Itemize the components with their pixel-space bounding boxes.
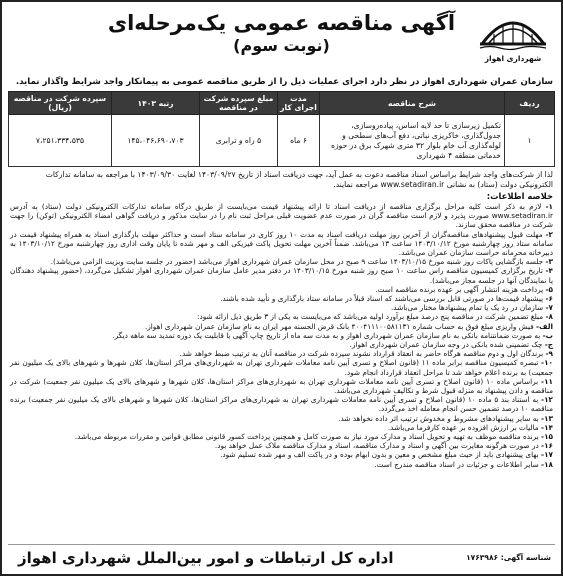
cell-estimate: ۷،۲۵۱،۳۳۴،۵۳۵ bbox=[9, 115, 112, 167]
footer bbox=[8, 544, 555, 570]
clause-item: ۳- جلسه بازگشایی پاکات روز شنبه مورخ ۱۴۰۳/۱۰/۱۵ ساعت ۹ صبح در محل سازمان عمران شهرداری اهواز می‌باشد (حضور در جلسه سایت وبزیت الزامی می‌باشد). bbox=[50, 257, 553, 267]
cell-guarantee: ۵ راه و ترابری bbox=[200, 115, 278, 167]
col-duration: مدت اجرای کار bbox=[278, 92, 320, 115]
summary-title: خلاصه اطلاعات: bbox=[486, 191, 553, 201]
clause-item: ۴- تاریخ برگزاری کمیسیون مناقصه راس ساعت ۱۰ صبح روز شنبه مورخ ۱۴۰۳/۱۰/۱۵ در دفتر مدیر عامل سازمان عمران شهرداری اهواز تشکیل می‌گردد، (حضور پیشنهاد دهندگان یا نمایندگان آنها در جلسه مجاز می‌باشد). bbox=[10, 266, 553, 285]
issuing-office: اداره کل ارتباطات و امور بین‌الملل شهرداری اهواز bbox=[18, 549, 394, 567]
cell-rank: ۱۴۵،۰۴۶،۶۹۰،۷۰۳ bbox=[112, 115, 200, 167]
clause-item: ۷- سازمان در رد یک یا تمام پیشنهادها مختار می‌باشد. bbox=[390, 303, 553, 313]
clause-item: ۸- مبلغ تضمین شرکت در مناقصه پنج درصد مبلغ برآورد اولیه می‌باشد که می‌بایست به یکی از ۳ طریق ذیل ارائه شود: bbox=[197, 312, 553, 322]
clause-item: ب- به صورت ضمانتنامه بانکی به نام سازمان عمران شهرداری اهواز و به مدت سه ماه از تاریخ چاپ آگهی با قابلیت یک دوره تمدید سه ماهه دیگر. bbox=[112, 330, 553, 340]
cell-desc: تکمیل زیرسازی تا حد لایه اساس، پیاده‌روسازی، جدول‌گذاری، خاکریزی نباتی، دفع آب‌های سطحی و لوله‌گذاری آب خام بلوار ۳۲ متری شهرک برق در حوزه خدماتی منطقه ۴ شهرداری bbox=[320, 115, 505, 167]
after-table-text: لذا از شرکت‌های واجد شرایط براساس اسناد مناقصه دعوت به عمل آید، جهت دریافت اسناد از تاریخ ۱۴۰۳/۰۹/۲۷ لغایت ۱۴۰۳/۰۹/۳۰ با مراجعه به سامانه تدارکات الکترونیکی دولت (ستاد) به نشانی www.setadiran.ir مراجعه نمایند. bbox=[45, 170, 553, 189]
clause-item: ج- چک تضمینی شده بانکی در وجه سازمان عمران شهرداری اهواز. bbox=[349, 340, 553, 350]
col-estimate: سپرده شرکت در مناقصه (ریال) bbox=[9, 92, 112, 115]
bridge-icon bbox=[478, 8, 548, 52]
clause-item: ۱۷- بهای پیشنهادی باید از حیث مبلغ مشخص و معین و بدون ابهام بوده و در پاکت الف و مهر شده تسلیم شود. bbox=[220, 450, 553, 460]
clause-item: ۱۲- به استناد بند ۵ ماده ۱۰ (قانون اصلاح و تسری آیین نامه معاملات شهرداری تهران به شهرداری‌های مراکز استان‌ها، کلان شهرها و شهرهای بالای یک میلیون نفر جمعیت) برنده مناقصه ۱۰ درصد تضمین حسن انجام معامله اخذ می‌گردد. bbox=[10, 395, 553, 414]
notice-subtitle: (نوبت سوم) bbox=[233, 36, 330, 55]
clause-item: ۱- لازم به ذکر است کلیه مراحل برگزاری مناقصه از دریافت اسناد تا ارائه پیشنهاد قیمت می‌بایست از طریق درگاه سامانه تدارکات الکترونیکی دولت (ستاد) به آدرس www.setadiran.ir صورت پذیرد و لازم است مناقصه گران در صورت عدم عضویت قبلی مراحل ثبت نام را در سایت مذکور و دریافت گواهی امضاء الکترونیکی (توکن) را جهت شرکت در مناقصه محقق سازند. bbox=[10, 202, 553, 230]
col-guarantee: مبلغ سپرده شرکت در مناقصه bbox=[200, 92, 278, 115]
clause-item: ۲- مهلت قبول پیشنهادهای مناقصه‌گران از آخرین روز مهلت دریافت اسناد به مدت ۱۰ روز کاری در سامانه ستاد است و حداکثر مهلت بارگذاری اسناد به همراه پیشنهاد قیمت در سامانه ستاد روز چهارشنبه مورخ ۱۴۰۳/۱۰/۱۲ ساعت ۱۳ می‌باشد. ضمناً آخرین مهلت تحویل پاکت فیزیکی الف و مهر شده تا پایان وقت اداری روز چهارشنبه مورخ ۱۴۰۳/۱۰/۱۲ به دبیرخانه محرمانه حراست سازمان عمران می‌باشد. bbox=[10, 229, 553, 258]
table-row bbox=[9, 115, 555, 167]
header bbox=[8, 6, 555, 76]
clause-item: ۶- پیشنهاد قیمت‌ها در صورتی قابل بررسی می‌باشند که اسناد قبلاً در سامانه ستاد بارگذاری و تأیید شده باشند. bbox=[220, 294, 553, 304]
clause-item: ۱۳- به سایر پیشنهادهای مشروط و مخدوش ترتیب اثر داده نخواهد شد. bbox=[338, 413, 553, 423]
clause-item: الف- فیش واریزی مبلغ فوق به حساب شماره ۴۰۰۴۱۱۱۰۰۵۸۱۱۳۱ بانک قرض الحسنه مهر ایران به نام سازمان عمران شهرداری اهواز. bbox=[144, 321, 553, 331]
cell-row: ۱ bbox=[505, 115, 555, 167]
clause-item: ۱۴- مالیات بر ارزش افزوده بر عهده کارفرما می‌باشد. bbox=[387, 422, 553, 432]
notice-id: شناسه آگهی: ۱۷۶۳۹۸۶ bbox=[466, 553, 551, 562]
clause-item: ۱۵- برنده مناقصه موظف به تهیه و تحویل اسناد و مدارک مورد نیاز به صورت کامل و همچنین پرداخت کسور قانونی مطابق قوانین و مقررات مربوطه می‌باشد. bbox=[74, 432, 553, 442]
logo-caption: شهرداری اهواز bbox=[484, 54, 542, 63]
col-rank: رتبه ۱۴۰۳ bbox=[112, 92, 200, 115]
clause-item: ۵- پرداخت هزینه انتشار آگهی بر عهده برنده مناقصه است. bbox=[375, 284, 553, 294]
notice-title: آگهی مناقصه عمومی یک‌مرحله‌ای bbox=[107, 11, 456, 35]
municipality-logo bbox=[475, 8, 551, 74]
cell-duration: ۶ ماه bbox=[278, 115, 320, 167]
title-block bbox=[98, 10, 465, 56]
intro-text: سازمان عمران شهرداری اهواز در نظر دارد اجرای عملیات ذیل را از طریق مناقصه عمومی به پیمانکار واجد شرایط واگذار نماید. bbox=[15, 77, 553, 87]
col-row: ردیف bbox=[505, 92, 555, 115]
clause-item: ۱۶- در صورت هرگونه مغایرت بین آگهی و اسناد و مدارک مناقصه، اسناد و مدارک مناقصه ملاک عمل خواهد بود. bbox=[214, 441, 553, 451]
tender-table bbox=[8, 91, 555, 167]
clause-item: ۱۸- سایر اطلاعات و جزئیات در اسناد مناقصه مندرج است. bbox=[374, 459, 553, 469]
clause-item: ۹- برندگان اول و دوم مناقصه هرگاه حاضر به انعقاد قرارداد نشوند سپرده شرکت در مناقصه آنان به ترتیب ضبط خواهد شد. bbox=[179, 349, 553, 359]
clause-item: ۱۱- براساس ماده ۱۰ (قانون اصلاح و تسری آیین نامه معاملات شهرداری تهران به شهرداری‌های مراکز استان‌ها، کلان شهرها و شهرهای بالای یک میلیون نفر جمعیت) شرکت در مناقصه و دادن پیشنهاد به منزله قبول شرط و تکالیف شهرداری می‌باشد. bbox=[10, 376, 553, 396]
col-desc: شرح مناقصه bbox=[320, 92, 505, 115]
clauses-list bbox=[10, 202, 553, 469]
clause-item: ۱۰- تبصره کمیسیون مناقصه برابر ماده ۱۱ (قانون اصلاح و تسری آیین نامه معاملات شهرداری تهران به شهرداری‌های مراکز استان‌ها، کلان شهرها و شهرهای بالای یک میلیون نفر جمعیت) به برنده اعلام خواهد شد تا مراحل انعقاد قرارداد انجام شود. bbox=[10, 358, 553, 377]
table-header-row bbox=[9, 92, 555, 115]
